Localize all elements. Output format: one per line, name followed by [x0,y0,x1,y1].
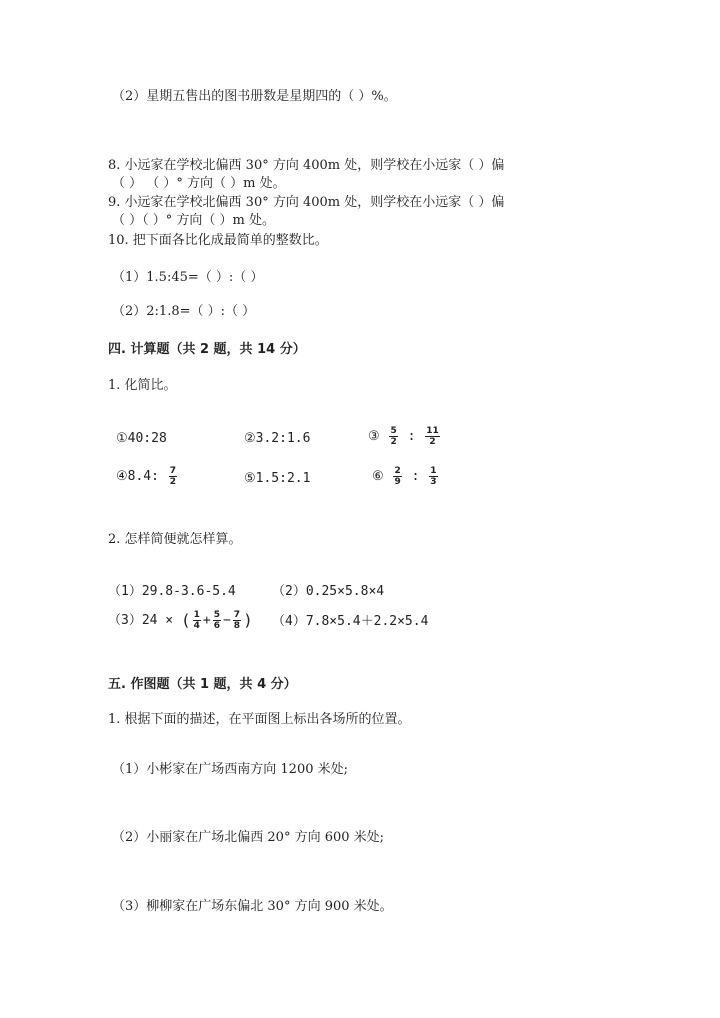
ratio-item-1: ①40:28 [116,431,167,446]
ratio-item-6: ⑥ $\frac{2}{9}$ : $\frac{1}{3}$ [372,466,437,487]
fraction: $\frac{7}{2}$ [169,466,177,487]
ratio-item-2: ②3.2:1.6 [244,431,311,446]
ratio-item-3: ③ $\frac{5}{2}$ : $\frac{11}{2}$ [368,426,439,447]
section4-q1-title: 1. 化简比。 [108,378,177,393]
q10-part2: （2）2:1.8=（ ）:（ ） [112,304,256,319]
q10-part1: （1）1.5:45=（ ）:（ ） [112,270,264,285]
section5-title: 五. 作图题（共 1 题，共 4 分） [108,677,297,692]
calc-item-3: （3）24 × ( $\frac{1}{4}$ + $\frac{5}{6}$ − $\frac{7}{8}$ ) [108,610,253,631]
fraction: $\frac{5}{6}$ [213,610,220,631]
fraction: $\frac{7}{8}$ [233,610,241,631]
ratio-item-4: ④8.4: $\frac{7}{2}$ [116,466,177,487]
section4-q2-title: 2. 怎样简便就怎样算。 [108,532,242,547]
fraction: $\frac{11}{2}$ [426,426,439,447]
fraction: $\frac{5}{2}$ [390,426,397,447]
fraction: $\frac{2}{9}$ [394,466,401,487]
section5-q1-title: 1. 根据下面的描述，在平面图上标出各场所的位置。 [108,712,411,727]
q8-line2: （ ） （ ）° 方向（ ）m 处。 [112,176,286,191]
ratio-item-5: ⑤1.5:2.1 [244,471,311,486]
calc-item-1: （1）29.8-3.6-5.4 [108,584,236,599]
section4-title: 四. 计算题（共 2 题，共 14 分） [108,342,306,357]
section5-q1-part2: （2）小丽家在广场北偏西 20° 方向 600 米处; [112,830,385,845]
q10-title: 10. 把下面各比化成最简单的整数比。 [108,233,328,248]
q9-line1: 9. 小远家在学校北偏西 30° 方向 400m 处，则学校在小远家（ ）偏 [108,195,505,210]
section5-q1-part3: （3）柳柳家在广场东偏北 30° 方向 900 米处。 [112,899,393,914]
fraction: $\frac{1}{3}$ [430,466,437,487]
ratio-item-6-label: ⑥ [372,469,384,484]
calc-item-2: （2）0.25×5.8×4 [272,584,385,599]
q8-line1: 8. 小远家在学校北偏西 30° 方向 400m 处，则学校在小远家（ ）偏 [108,158,505,173]
fraction: $\frac{1}{4}$ [193,610,200,631]
ratio-item-3-label: ③ [368,429,380,444]
section5-q1-part1: （1）小彬家在广场西南方向 1200 米处; [112,762,348,777]
calc-item-4: （4）7.8×5.4＋2.2×5.4 [272,614,429,629]
q9-line2: （ ）（ ）° 方向（ ）m 处。 [112,213,275,228]
q7-part2: （2）星期五售出的图书册数是星期四的（ ）%。 [112,89,397,104]
